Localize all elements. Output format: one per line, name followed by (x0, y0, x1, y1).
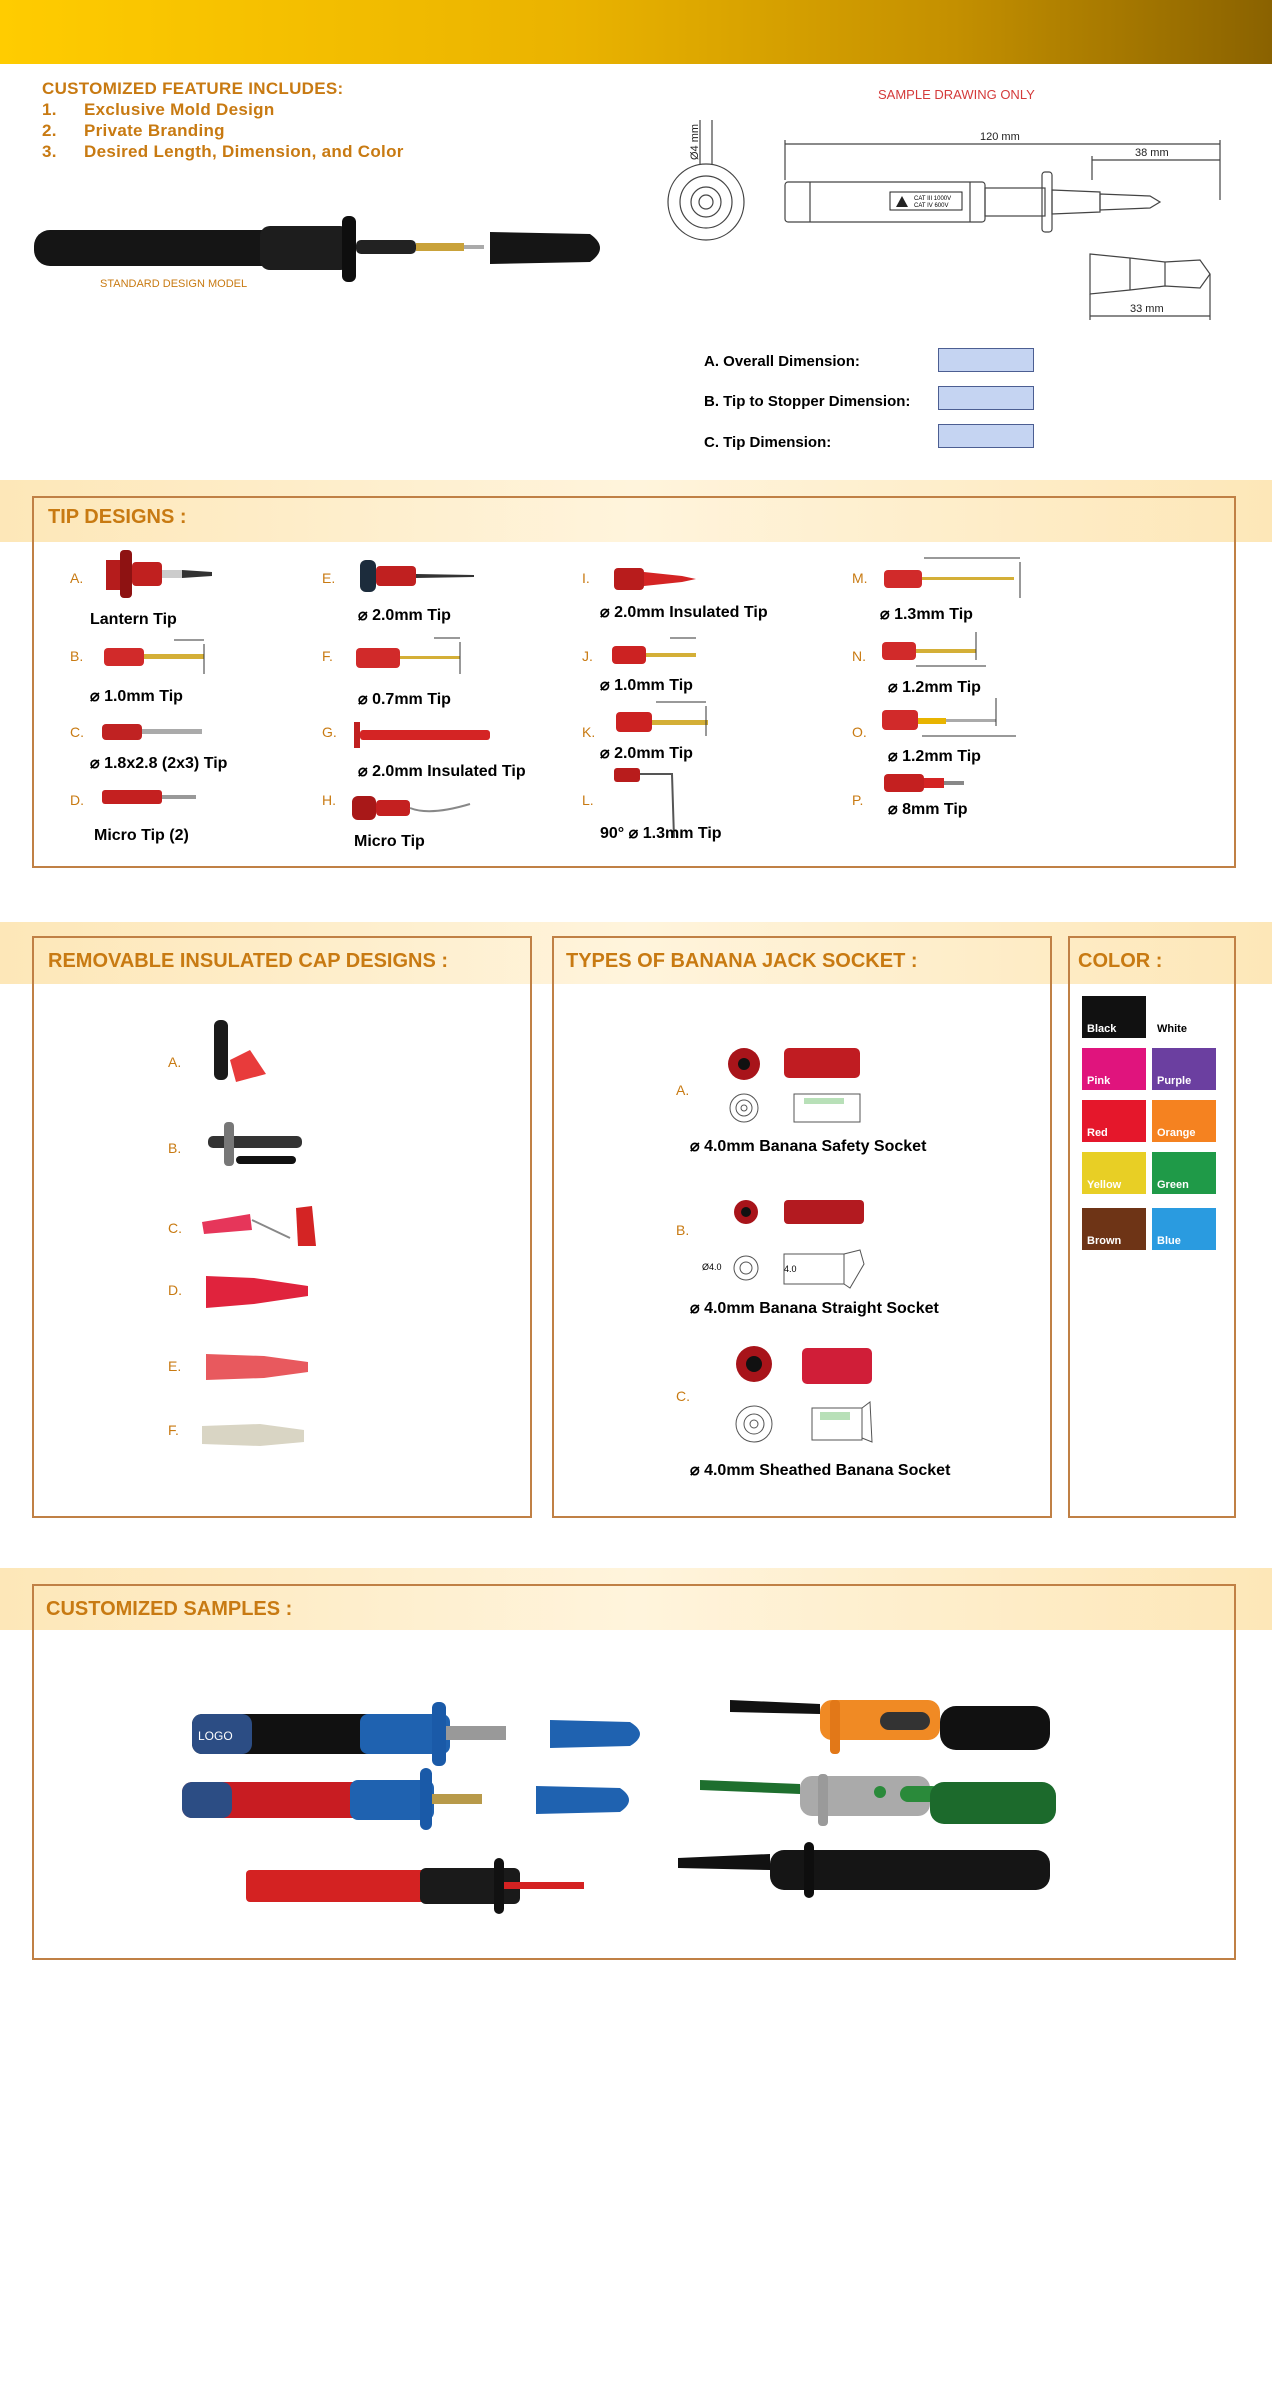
tip-label: ⌀ 2.0mm Insulated Tip (600, 604, 768, 621)
tip-label: ⌀ 1.3mm Tip (880, 606, 973, 623)
socket-label: ⌀ 4.0mm Banana Safety Socket (690, 1138, 927, 1155)
tip-k-image (616, 696, 716, 740)
svg-text:4.0: 4.0 (784, 1264, 797, 1274)
cap-letter: F. (168, 1422, 179, 1438)
safety-socket-image (714, 1044, 884, 1130)
tip-letter: P. (852, 792, 864, 808)
tip-letter: M. (852, 570, 868, 586)
sheathed-socket-image (720, 1342, 890, 1452)
tip-b-image (104, 636, 214, 680)
drawing-caption: SAMPLE DRAWING ONLY (878, 87, 1035, 102)
tip-letter: C. (70, 724, 84, 740)
colors-title: COLOR : (1078, 950, 1163, 972)
tip-label: ⌀ 1.0mm Tip (90, 688, 183, 705)
color-swatch-purple[interactable]: Purple (1152, 1048, 1216, 1090)
color-swatch-white[interactable]: White (1152, 996, 1216, 1038)
tip-letter: B. (70, 648, 84, 664)
socket-letter: C. (676, 1388, 690, 1404)
straight-socket-image (700, 1198, 880, 1292)
tip-label: ⌀ 8mm Tip (888, 801, 968, 818)
svg-text:LOGO: LOGO (198, 1729, 233, 1743)
tip-o-image (882, 696, 1022, 748)
color-swatch-yellow[interactable]: Yellow (1082, 1152, 1146, 1194)
svg-text:33 mm: 33 mm (1130, 303, 1164, 315)
feature-item: 3. Desired Length, Dimension, and Color (42, 142, 404, 161)
tip-p-image (884, 770, 984, 796)
cap-b-image (206, 1118, 306, 1170)
tip-g-image (352, 718, 502, 752)
tip-n-image (882, 630, 992, 676)
svg-text:CAT IV 600V: CAT IV 600V (914, 203, 949, 209)
tip-label: ⌀ 0.7mm Tip (358, 691, 451, 708)
dimension-label-tip: C. Tip Dimension: (704, 434, 832, 451)
tip-letter: N. (852, 648, 866, 664)
socket-label: ⌀ 4.0mm Banana Straight Socket (690, 1300, 939, 1317)
svg-text:120 mm: 120 mm (980, 131, 1020, 143)
tip-stopper-dimension-field[interactable] (938, 386, 1034, 410)
tip-e-image (358, 556, 478, 596)
technical-drawing (660, 110, 1240, 330)
dimension-label-overall: A. Overall Dimension: (704, 353, 860, 370)
header-bar (0, 0, 1272, 64)
tip-letter: J. (582, 648, 593, 664)
cap-a-image (210, 1016, 270, 1086)
samples-title: CUSTOMIZED SAMPLES : (46, 1598, 293, 1620)
standard-caption: STANDARD DESIGN MODEL (100, 278, 248, 290)
cap-letter: E. (168, 1358, 182, 1374)
cap-c-image (200, 1202, 320, 1250)
tip-letter: E. (322, 570, 336, 586)
svg-text:Ø4.0: Ø4.0 (702, 1262, 722, 1272)
socket-letter: B. (676, 1222, 690, 1238)
tip-letter: O. (852, 724, 867, 740)
tip-i-image (612, 564, 702, 594)
tip-label: ⌀ 2.0mm Insulated Tip (358, 763, 526, 780)
tip-label: Micro Tip (2) (94, 827, 189, 844)
tip-dimension-field[interactable] (938, 424, 1034, 448)
svg-text:Ø4 mm: Ø4 mm (689, 123, 701, 160)
tip-j-image (612, 634, 702, 674)
samples-left-image (180, 1690, 670, 1930)
color-swatch-green[interactable]: Green (1152, 1152, 1216, 1194)
cap-designs-title: REMOVABLE INSULATED CAP DESIGNS : (48, 950, 449, 972)
samples-right-image (670, 1670, 1110, 1910)
socket-letter: A. (676, 1082, 690, 1098)
tip-label: ⌀ 2.0mm Tip (358, 607, 451, 624)
color-swatch-orange[interactable]: Orange (1152, 1100, 1216, 1142)
tip-c-image (100, 718, 210, 748)
dimension-label-tip-stopper: B. Tip to Stopper Dimension: (704, 393, 911, 410)
feature-item: 2. Private Branding (42, 121, 225, 140)
cap-d-image (204, 1270, 314, 1314)
overall-dimension-field[interactable] (938, 348, 1034, 372)
cap-f-image (200, 1420, 310, 1450)
socket-label: ⌀ 4.0mm Sheathed Banana Socket (690, 1462, 951, 1479)
tip-label: Micro Tip (354, 833, 425, 850)
tip-label: ⌀ 1.0mm Tip (600, 677, 693, 694)
cap-letter: B. (168, 1140, 182, 1156)
tip-m-image (884, 554, 1024, 600)
color-swatch-pink[interactable]: Pink (1082, 1048, 1146, 1090)
tip-f-image (356, 634, 466, 680)
tip-letter: L. (582, 792, 594, 808)
tip-label: Lantern Tip (90, 611, 177, 628)
cap-letter: A. (168, 1054, 182, 1070)
cap-letter: D. (168, 1282, 182, 1298)
tip-label: ⌀ 2.0mm Tip (600, 745, 693, 762)
color-swatch-red[interactable]: Red (1082, 1100, 1146, 1142)
tip-d-image (100, 786, 210, 812)
tip-label: ⌀ 1.8x2.8 (2x3) Tip (90, 755, 228, 772)
svg-text:38 mm: 38 mm (1135, 147, 1169, 159)
tip-label: ⌀ 1.2mm Tip (888, 679, 981, 696)
tip-label: ⌀ 1.2mm Tip (888, 748, 981, 765)
tip-letter: A. (70, 570, 84, 586)
tip-letter: D. (70, 792, 84, 808)
feature-item: 1. Exclusive Mold Design (42, 100, 275, 119)
tip-letter: F. (322, 648, 333, 664)
sockets-title: TYPES OF BANANA JACK SOCKET : (566, 950, 918, 972)
color-swatch-brown[interactable]: Brown (1082, 1208, 1146, 1250)
tip-letter: H. (322, 792, 336, 808)
lantern-tip-image (104, 548, 224, 600)
svg-text:CAT III 1000V: CAT III 1000V (914, 196, 952, 202)
features-title: CUSTOMIZED FEATURE INCLUDES: (42, 79, 344, 98)
tip-h-image (350, 790, 480, 826)
tip-label: 90° ⌀ 1.3mm Tip (600, 825, 722, 842)
color-swatch-blue[interactable]: Blue (1152, 1208, 1216, 1250)
tip-designs-title: TIP DESIGNS : (48, 506, 187, 528)
tip-letter: I. (582, 570, 590, 586)
cap-e-image (204, 1350, 314, 1384)
tip-letter: K. (582, 724, 596, 740)
tip-letter: G. (322, 724, 337, 740)
color-swatch-black[interactable]: Black (1082, 996, 1146, 1038)
cap-letter: C. (168, 1220, 182, 1236)
